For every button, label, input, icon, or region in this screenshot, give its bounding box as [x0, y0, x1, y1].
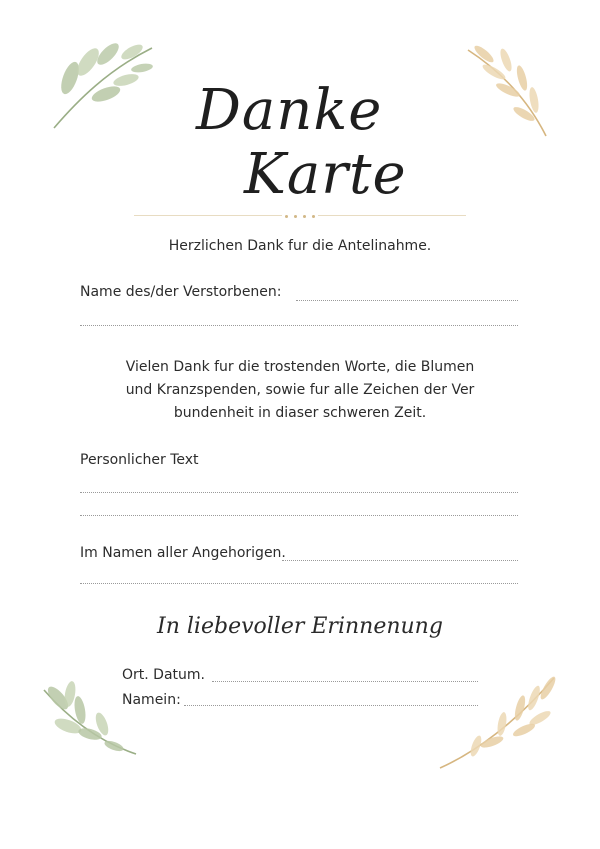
card-title-line-2: Karte	[244, 142, 407, 207]
family-writing-line-2	[80, 583, 518, 584]
deceased-name-writing-line	[296, 300, 518, 301]
thank-you-message	[80, 356, 520, 425]
gold-leaf-branch-bottom-right-icon	[436, 672, 560, 772]
personal-text-writing-line	[80, 492, 518, 493]
message-line: bundenheit in diaser schweren Zeit.	[173, 405, 427, 421]
personal-text-label: Personlicher Text	[80, 452, 199, 468]
signature-label: Namein:	[122, 692, 181, 708]
message-line: und Kranzspenden, sowie fur alle Zeichen der Ver	[125, 382, 475, 398]
gold-leaf-branch-top-right-icon	[462, 42, 552, 140]
place-date-writing-line	[212, 681, 478, 682]
place-date-label: Ort. Datum.	[122, 667, 205, 683]
message-line: Vielen Dank fur die trostenden Worte, die Blumen	[125, 359, 475, 375]
family-signature-label: Im Namen aller Angehorigen.	[80, 545, 286, 561]
personal-text-writing-line-2	[80, 515, 518, 516]
divider-dots-ornament	[282, 212, 318, 220]
signature-writing-line	[184, 705, 478, 706]
deceased-name-writing-line-2	[80, 325, 518, 326]
deceased-name-label: Name des/der Verstorbenen:	[80, 284, 282, 300]
intro-text: Herzlichen Dank fur die Antelinahme.	[168, 238, 432, 254]
sage-leaf-branch-top-left-icon	[48, 40, 160, 132]
family-writing-line	[282, 560, 518, 561]
memorial-heading: In liebevoller Erinnenung	[157, 614, 443, 639]
card-title-line-1: Danke	[196, 78, 383, 143]
